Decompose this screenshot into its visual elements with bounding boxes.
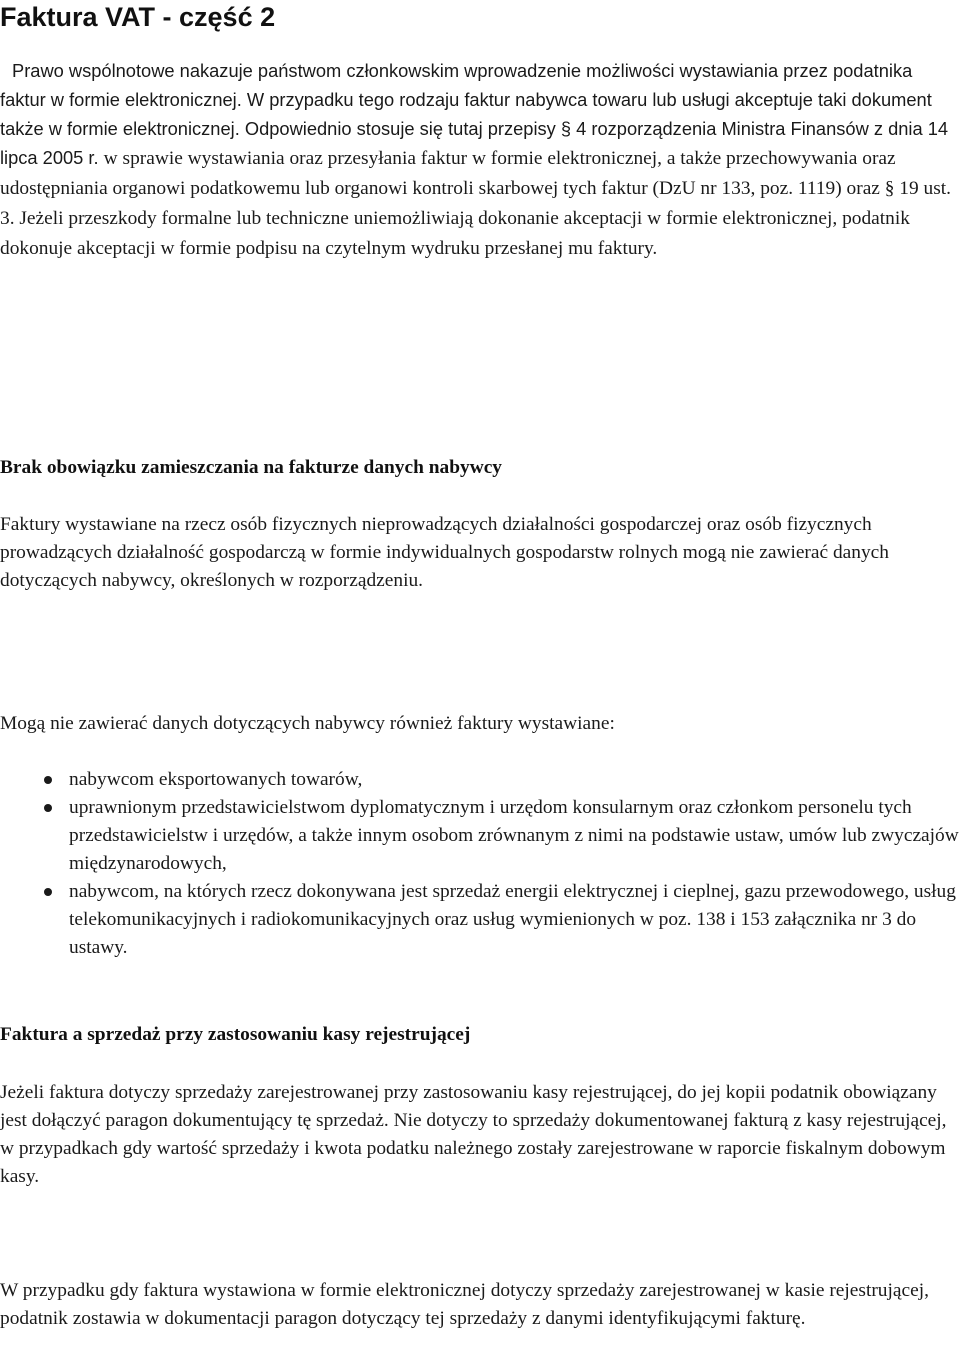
exemptions-list bbox=[0, 766, 960, 962]
list-item: nabywcom, na których rzecz dokonywana jest sprzedaż energii elektrycznej i cieplnej, gazu przewodowego, usług telekomunikacyjnych i radiokomunikacyjnych oraz usług wymienionych w poz. 138 i 153 załącznika nr 3 do ustawy. bbox=[0, 878, 960, 962]
list-item: nabywcom eksportowanych towarów, bbox=[0, 766, 960, 794]
section-heading-cash-register: Faktura a sprzedaż przy zastosowaniu kasy rejestrującej bbox=[0, 1024, 471, 1045]
intro-paragraph bbox=[0, 56, 960, 263]
intro-text-part-2: w sprawie wystawiania oraz przesyłania faktur w formie elektronicznej, a także przechowywania oraz udostępniania organowi podatkowemu lub organowi kontroli skarbowej tych faktur (DzU nr 133, poz. 1119) oraz § 19 ust. 3. Jeżeli przeszkody formalne lub techniczne uniemożliwiają dokonanie akceptacji w formie elektronicznej, podatnik dokonuje akceptacji w formie podpisu na czytelnym wydruku przesłanej mu faktury. bbox=[0, 148, 952, 259]
buyer-data-paragraph: Faktury wystawiane na rzecz osób fizycznych nieprowadzących działalności gospodarczej oraz osób fizycznych prowadzących działalność gospodarczą w formie indywidualnych gospodarstw rolnych mogą nie zawierać danych dotyczących nabywcy, określonych w rozporządzeniu. bbox=[0, 514, 889, 591]
cash-register-paragraph-1: Jeżeli faktura dotyczy sprzedaży zarejestrowanej przy zastosowaniu kasy rejestrującej, do jej kopii podatnik obowiązany jest dołączyć paragon dokumentujący tę sprzedaż. Nie dotyczy to sprzedaży dokumentowanej fakturą z kasy rejestrującej, w przypadkach gdy wartość sprzedaży i kwota podatku należnego zostały zarejestrowane w raporcie fiskalnym dobowym kasy. bbox=[0, 1082, 947, 1187]
bullet-icon bbox=[44, 776, 52, 784]
intro-text-part-1: Prawo wspólnotowe nakazuje państwom członkowskim wprowadzenie możliwości wystawiania przez podatnika faktur w formie elektronicznej. W przypadku tego rodzaju faktur nabywca towaru lub usługi akceptuje taki dokument także w formie elektronicznej. Odpowiednio stosuje się tutaj przepisy § 4 rozporządzenia Ministra Finansów z dnia 14 lipca 2005 r. bbox=[0, 60, 949, 168]
section-heading-buyer-data: Brak obowiązku zamieszczania na fakturze danych nabywcy bbox=[0, 457, 503, 478]
bullet-icon bbox=[44, 804, 52, 812]
cash-register-paragraph-2: W przypadku gdy faktura wystawiona w formie elektronicznej dotyczy sprzedaży zarejestrowanej w kasie rejestrującej, podatnik zostawia w dokumentacji paragon dotyczący tej sprzedaży z danymi identyfikującymi fakturę. bbox=[0, 1280, 929, 1329]
bullet-icon bbox=[44, 888, 52, 896]
page-title: Faktura VAT - część 2 bbox=[0, 2, 276, 32]
list-item: uprawnionym przedstawicielstwom dyplomatycznym i urzędom konsularnym oraz członkom personelu tych przedstawicielstw i urzędów, a także innym osobom zrównanym z nimi na podstawie ustaw, umów lub zwyczajów międzynarodowych, bbox=[0, 794, 960, 878]
list-intro-paragraph: Mogą nie zawierać danych dotyczących nabywcy również faktury wystawiane: bbox=[0, 713, 615, 734]
